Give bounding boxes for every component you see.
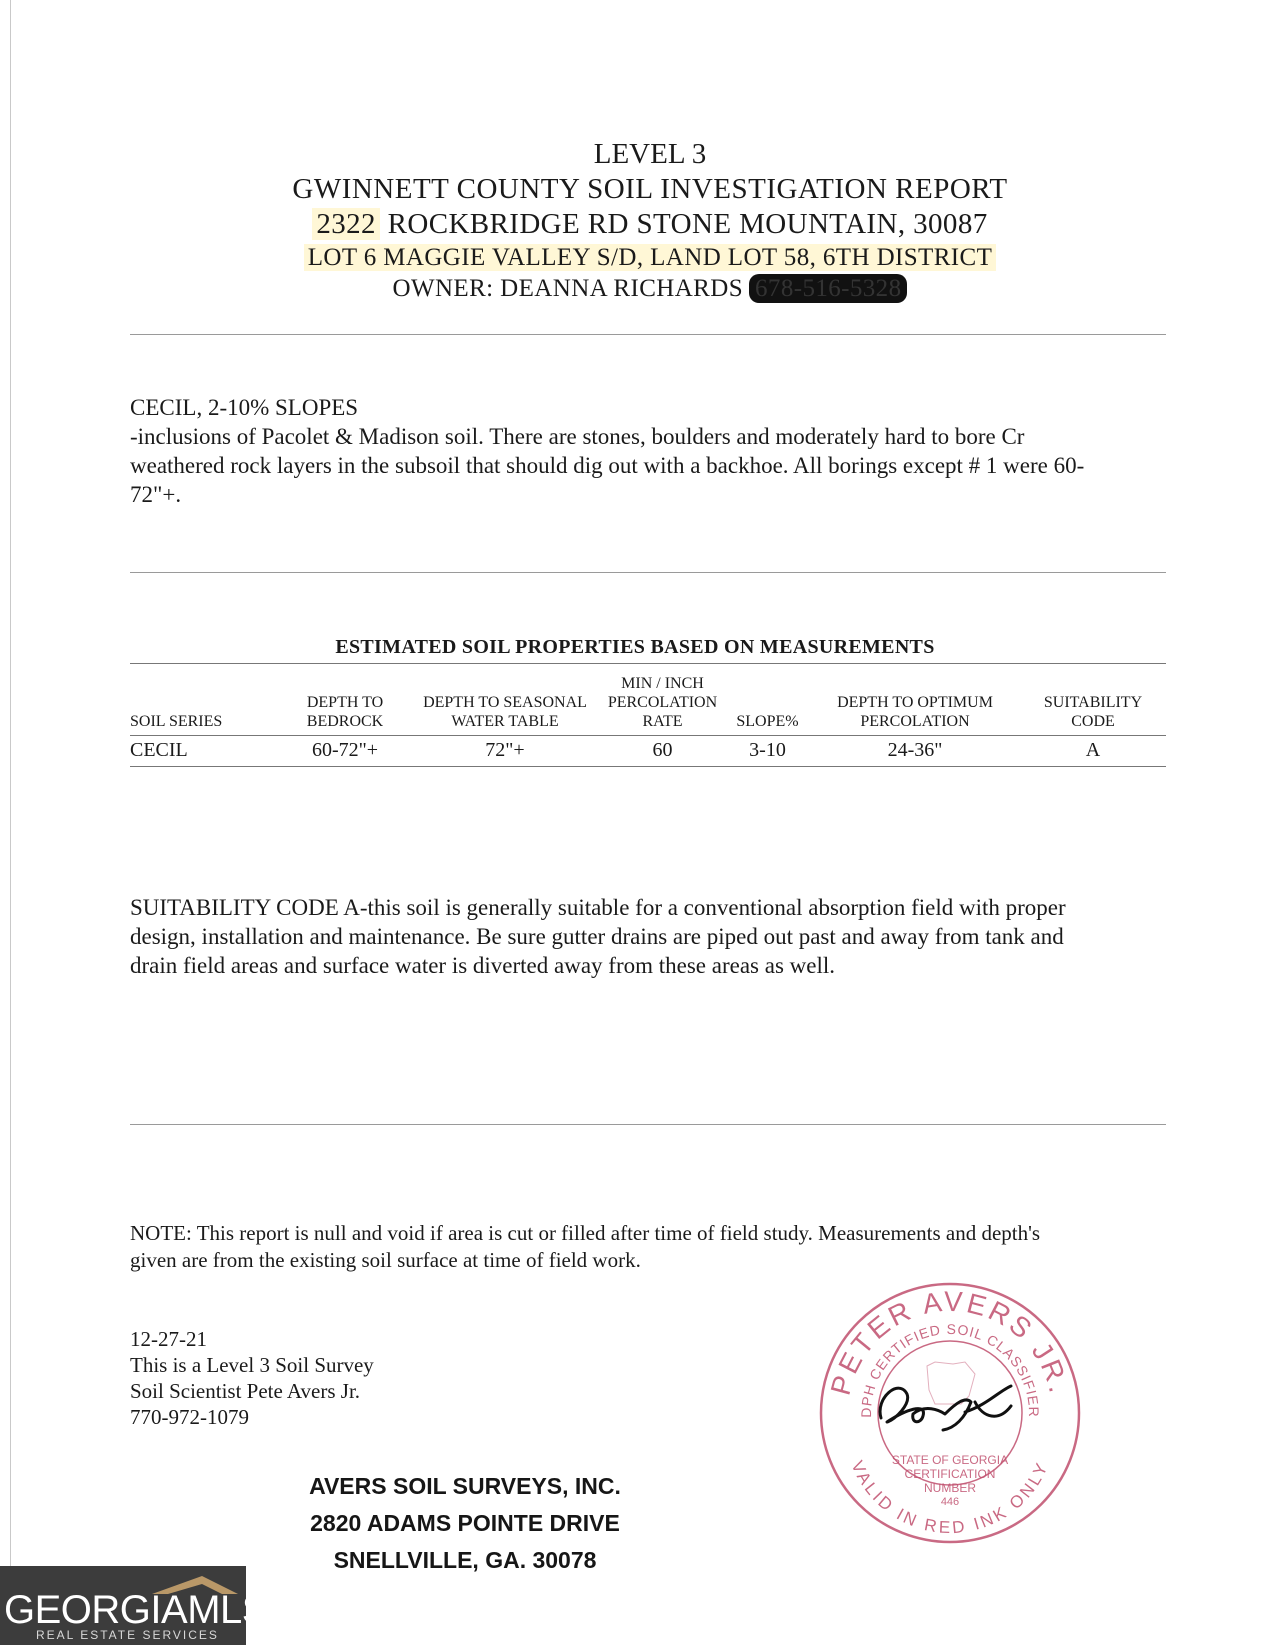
company-street: 2820 ADAMS POINTE DRIVE	[310, 1510, 620, 1536]
soil-description-line: 72"+.	[130, 482, 182, 507]
column-header: MIN / INCH PERCOLATION RATE	[607, 675, 718, 730]
table-row	[130, 736, 1166, 767]
report-date: 12-27-21	[130, 1327, 207, 1351]
lot-description: LOT 6 MAGGIE VALLEY S/D, LAND LOT 58, 6TH DISTRICT	[0, 245, 1278, 270]
redacted-phone: 678-516-5328	[749, 274, 907, 303]
owner-line	[0, 274, 1278, 303]
report-header	[0, 140, 1278, 303]
georgia-outline-icon	[927, 1362, 975, 1404]
column-header: DEPTH TO BEDROCK	[306, 694, 384, 730]
stamp-valid: VALID IN RED INK ONLY	[847, 1457, 1053, 1538]
certification-stamp	[815, 1278, 1085, 1548]
stamp-cert-label: CERTIFICATION	[904, 1467, 996, 1481]
table-cell: 3-10	[749, 739, 786, 761]
table-cell: CECIL	[130, 739, 188, 761]
divider	[130, 1124, 1166, 1125]
company-address	[295, 1468, 635, 1579]
property-address	[0, 210, 1278, 239]
signature-icon	[880, 1386, 1011, 1430]
divider	[130, 572, 1166, 573]
soil-description-line: weathered rock layers in the subsoil that should dig out with a backhoe. All borings except # 1 were 60-	[130, 453, 1085, 478]
table-header-row	[130, 664, 1166, 736]
owner-name: OWNER: DEANNA RICHARDS	[392, 275, 744, 302]
address-number: 2322	[312, 208, 380, 240]
soil-properties-table	[130, 663, 1166, 767]
note-paragraph: NOTE: This report is null and void if area is cut or filled after time of field study. Measurements and depth's given are from the existing soil surface at time of field work.	[130, 1221, 1041, 1272]
company-city: SNELLVILLE, GA. 30078	[333, 1547, 597, 1573]
stamp-state: STATE OF GEORGIA	[891, 1453, 1009, 1467]
svg-text:PETER AVERS JR.	[825, 1286, 1076, 1399]
soil-description-line: -inclusions of Pacolet & Madison soil. There are stones, boulders and moderately hard to bore Cr	[130, 424, 1025, 449]
table-cell: 60-72"+	[311, 739, 379, 761]
soil-heading: CECIL, 2-10% SLOPES	[130, 395, 359, 420]
report-title: GWINNETT COUNTY SOIL INVESTIGATION REPORT	[292, 173, 1008, 205]
report-level: LEVEL 3	[593, 138, 707, 170]
column-header: SOIL SERIES	[130, 713, 223, 730]
stamp-certification: DPH CERTIFIED SOIL CLASSIFIER	[857, 1320, 1043, 1418]
mls-subtitle: REAL ESTATE SERVICES	[36, 1628, 219, 1642]
address-street: ROCKBRIDGE RD STONE MOUNTAIN, 30087	[387, 208, 988, 240]
georgia-mls-watermark	[0, 1566, 268, 1645]
suitability-paragraph: SUITABILITY CODE A-this soil is generally suitable for a conventional absorption field with proper design, installation and maintenance. Be sure gutter drains are piped out past and away from tank and drain field areas and surface water is diverted away from these areas as well.	[130, 895, 1066, 978]
table-cell: 72"+	[485, 739, 525, 761]
stamp-number: 446	[940, 1496, 960, 1508]
column-header: DEPTH TO OPTIMUM PERCOLATION	[837, 694, 993, 730]
divider	[130, 334, 1166, 335]
stamp-name: PETER AVERS JR.	[824, 1285, 1076, 1399]
company-name: AVERS SOIL SURVEYS, INC.	[309, 1473, 621, 1499]
table-cell: 60	[652, 739, 673, 761]
column-header: DEPTH TO SEASONAL WATER TABLE	[423, 694, 587, 730]
column-header: SUITABILITY CODE	[1043, 694, 1143, 730]
soil-scientist: Soil Scientist Pete Avers Jr.	[130, 1379, 361, 1403]
table-cell: 24-36"	[887, 739, 943, 761]
signature-block	[130, 1326, 374, 1430]
scientist-phone: 770-972-1079	[130, 1405, 249, 1429]
table-cell: A	[1085, 739, 1101, 761]
mls-brand: GEORGIAMLS	[4, 1588, 268, 1632]
column-header: SLOPE%	[736, 713, 799, 730]
survey-type: This is a Level 3 Soil Survey	[130, 1353, 374, 1377]
table-title: ESTIMATED SOIL PROPERTIES BASED ON MEASUREMENTS	[335, 636, 935, 658]
soil-description	[130, 393, 1170, 509]
stamp-number-label: NUMBER	[923, 1481, 977, 1495]
